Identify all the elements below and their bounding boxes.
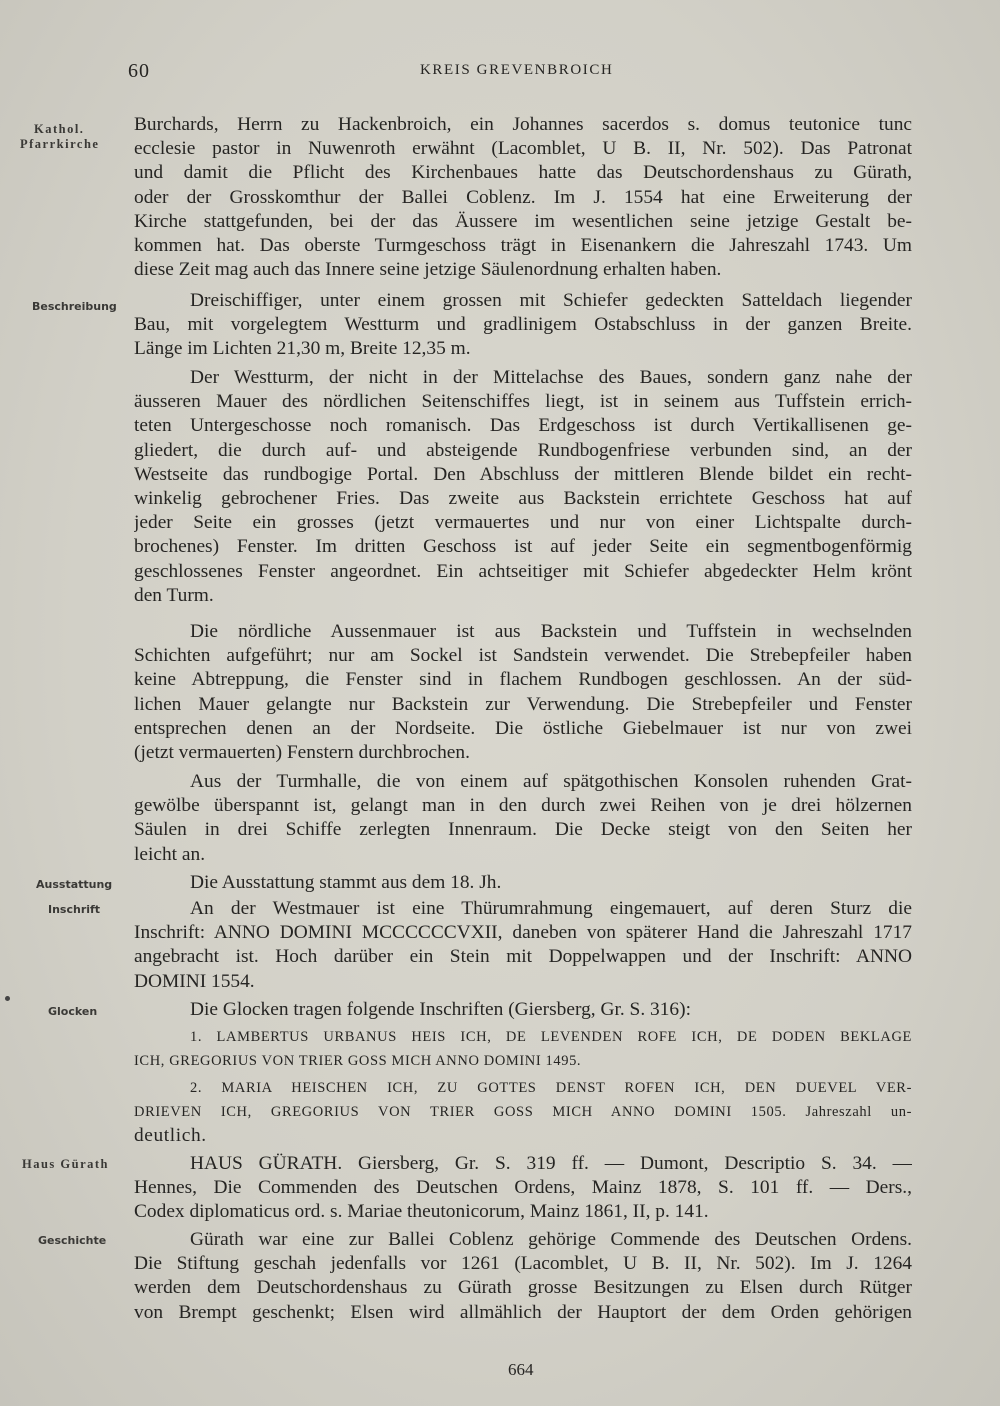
- page-number: 60: [128, 60, 150, 82]
- paragraph-haus-gurath-bibliography: [134, 1152, 912, 1225]
- text-line: Codex diplomaticus ord. s. Mariae theutonicorum, Mainz 1861, II, p. 141.: [134, 1201, 709, 1223]
- margin-note-inschrift: Inschrift: [48, 903, 101, 916]
- text-line: gliedert, die durch auf- und absteigende Rundbogenfriese verbunden sind, an der: [134, 439, 912, 461]
- text-line: 2. MARIA HEISCHEN ICH, ZU GOTTES DENST ROFEN ICH, DEN DUEVEL VER-: [190, 1080, 912, 1096]
- margin-note-beschreibung: Beschreibung: [32, 300, 117, 313]
- text-line: angebracht ist. Hoch darüber ein Stein mit Doppelwappen und der Inschrift: ANNO: [134, 946, 912, 968]
- text-line: geschlossenes Fenster angeordnet. Ein achtseitiger mit Schiefer abgedeckter Helm krönt: [134, 560, 912, 582]
- paragraph-beschreibung: [134, 289, 912, 362]
- margin-note-haus-gurath: Haus Gürath: [22, 1157, 110, 1171]
- text-line: Burchards, Herrn zu Hackenbroich, ein Johannes sacerdos s. domus teutonice tunc: [134, 114, 912, 135]
- text-line: Die Ausstattung stammt aus dem 18. Jh.: [190, 872, 502, 893]
- bell-inscription-2: [134, 1076, 912, 1149]
- text-line: Schichten aufgeführt; nur am Sockel ist Sandstein verwendet. Die Strebepfeiler haben: [134, 645, 912, 667]
- text-line: Westseite das rundbogige Portal. Den Abschluss der mittleren Blende bildet ein recht-: [134, 463, 912, 485]
- text-line: winkelig gebrochener Fries. Das zweite aus Backstein errichtete Geschoss hat auf: [134, 487, 912, 509]
- paragraph-ausstattung: [134, 871, 912, 895]
- text-line: DRIEVEN ICH, GREGORIUS VON TRIER GOSS MICH ANNO DOMINI 1505. Jahreszahl un-: [134, 1104, 912, 1121]
- text-line: Die Glocken tragen folgende Inschriften (Giersberg, Gr. S. 316):: [190, 999, 691, 1020]
- text-line: entsprechen denen an der Nordseite. Die östliche Giebelmauer ist nur von zwei: [134, 717, 912, 739]
- paragraph-aussenmauer: [134, 620, 912, 765]
- text-line: gewölbe überspannt ist, gelangt man in den durch zwei Reihen von je drei hölzernen: [134, 795, 912, 817]
- text-line: Säulen in drei Schiffe zerlegten Innenraum. Die Decke steigt von den Seiten her: [134, 819, 912, 841]
- text-line: ICH, GREGORIUS VON TRIER GOSS MICH ANNO DOMINI 1495.: [134, 1053, 582, 1070]
- text-line: Der Westturm, der nicht in der Mittelachse des Baues, sondern ganz nahe der: [190, 367, 912, 388]
- text-line: von Brempt geschenkt; Elsen wird allmählich der Hauptort der dem Orden gehörigen: [134, 1301, 912, 1323]
- text-line: und damit die Pflicht des Kirchenbaues hatte das Deutschordenshaus zu Gürath,: [134, 162, 912, 184]
- text-line: Hennes, Die Commenden des Deutschen Ordens, Mainz 1878, S. 101 ff. — Ders.,: [134, 1177, 912, 1199]
- margin-note-glocken: Glocken: [48, 1005, 98, 1018]
- paragraph-turmhalle: [134, 770, 912, 867]
- paragraph-inschrift: [134, 897, 912, 994]
- text-line: HAUS GÜRATH. Giersberg, Gr. S. 319 ff. — Dumont, Descriptio S. 34. —: [190, 1153, 912, 1174]
- text-line: äusseren Mauer des nördlichen Seitenschiffes liegt, ist in seinem aus Tuffstein errich-: [134, 391, 912, 413]
- margin-note-kathol: Kathol.: [34, 122, 85, 136]
- paragraph-westturm: [134, 366, 912, 608]
- text-line: Bau, mit vorgelegtem Westturm und gradlinigem Ostabschluss in der ganzen Breite.: [134, 314, 912, 336]
- margin-note-pfarrkirche: Pfarrkirche: [20, 137, 100, 151]
- text-line: keine Abtreppung, die Fenster sind in flachem Rundbogen geschlossen. An der süd-: [134, 669, 912, 691]
- text-line: deutlich.: [134, 1125, 207, 1147]
- bell-inscription-1: [134, 1025, 912, 1073]
- paragraph-glocken: [134, 998, 912, 1022]
- text-line: lichen Mauer gelangte nur Backstein zur Verwendung. Die Strebepfeiler und Fenster: [134, 693, 912, 715]
- text-line: Dreischiffiger, unter einem grossen mit Schiefer gedeckten Satteldach liegender: [190, 290, 912, 311]
- text-line: ecclesie pastor in Nuwenroth erwähnt (Lacomblet, U B. II, Nr. 502). Das Patronat: [134, 138, 912, 160]
- text-line: Die nördliche Aussenmauer ist aus Backstein und Tuffstein in wechselnden: [190, 621, 912, 642]
- text-line: Gürath war eine zur Ballei Coblenz gehörige Commende des Deutschen Ordens.: [190, 1229, 912, 1250]
- text-line: kommen hat. Das oberste Turmgeschoss trägt in Eisenankern die Jahreszahl 1743. Um: [134, 234, 912, 256]
- text-line: Aus der Turmhalle, die von einem auf spätgothischen Konsolen ruhenden Grat-: [190, 771, 912, 792]
- text-line: oder der Grosskomthur der Ballei Coblenz. Im J. 1554 hat eine Erweiterung der: [134, 186, 912, 208]
- margin-note-geschichte: Geschichte: [38, 1234, 107, 1247]
- text-line: den Turm.: [134, 584, 214, 606]
- paragraph-history-intro: [134, 113, 912, 282]
- paragraph-geschichte: [134, 1228, 912, 1325]
- text-line: brochenes) Fenster. Im dritten Geschoss ist auf jeder Seite ein segmentbogenförmig: [134, 536, 912, 558]
- text-line: Kirche stattgefunden, bei der das Äussere im wesentlichen seine jetzige Gestalt be-: [134, 210, 912, 232]
- ink-dot: [5, 996, 10, 1001]
- text-line: teten Untergeschosse noch romanisch. Das Erdgeschoss ist durch Vertikallisenen ge-: [134, 415, 912, 437]
- running-title: KREIS GREVENBROICH: [420, 62, 614, 78]
- margin-note-ausstattung: Ausstattung: [36, 878, 113, 891]
- text-line: Inschrift: ANNO DOMINI MCCCCCCVXII, daneben von späterer Hand die Jahreszahl 1717: [134, 922, 912, 944]
- text-line: werden dem Deutschordenshaus zu Gürath grosse Besitzungen zu Elsen durch Rütger: [134, 1277, 912, 1299]
- text-line: (jetzt vermauerten) Fenstern durchbrochen.: [134, 741, 470, 763]
- text-line: diese Zeit mag auch das Innere seine jetzige Säulenordnung erhalten haben.: [134, 259, 722, 281]
- text-line: DOMINI 1554.: [134, 970, 255, 992]
- footer-page-number: 664: [508, 1360, 534, 1379]
- text-line: An der Westmauer ist eine Thürumrahmung eingemauert, auf deren Sturz die: [190, 898, 912, 919]
- text-line: 1. LAMBERTUS URBANUS HEIS ICH, DE LEVENDEN ROFE ICH, DE DODEN BEKLAGE: [190, 1029, 912, 1045]
- text-line: Die Stiftung geschah jedenfalls vor 1261 (Lacomblet, U B. II, Nr. 502). Im J. 1264: [134, 1253, 912, 1275]
- text-line: jeder Seite ein grosses (jetzt vermauertes und nur von einer Lichtspalte durch-: [134, 512, 912, 534]
- text-line: Länge im Lichten 21,30 m, Breite 12,35 m.: [134, 338, 471, 360]
- text-line: leicht an.: [134, 843, 206, 865]
